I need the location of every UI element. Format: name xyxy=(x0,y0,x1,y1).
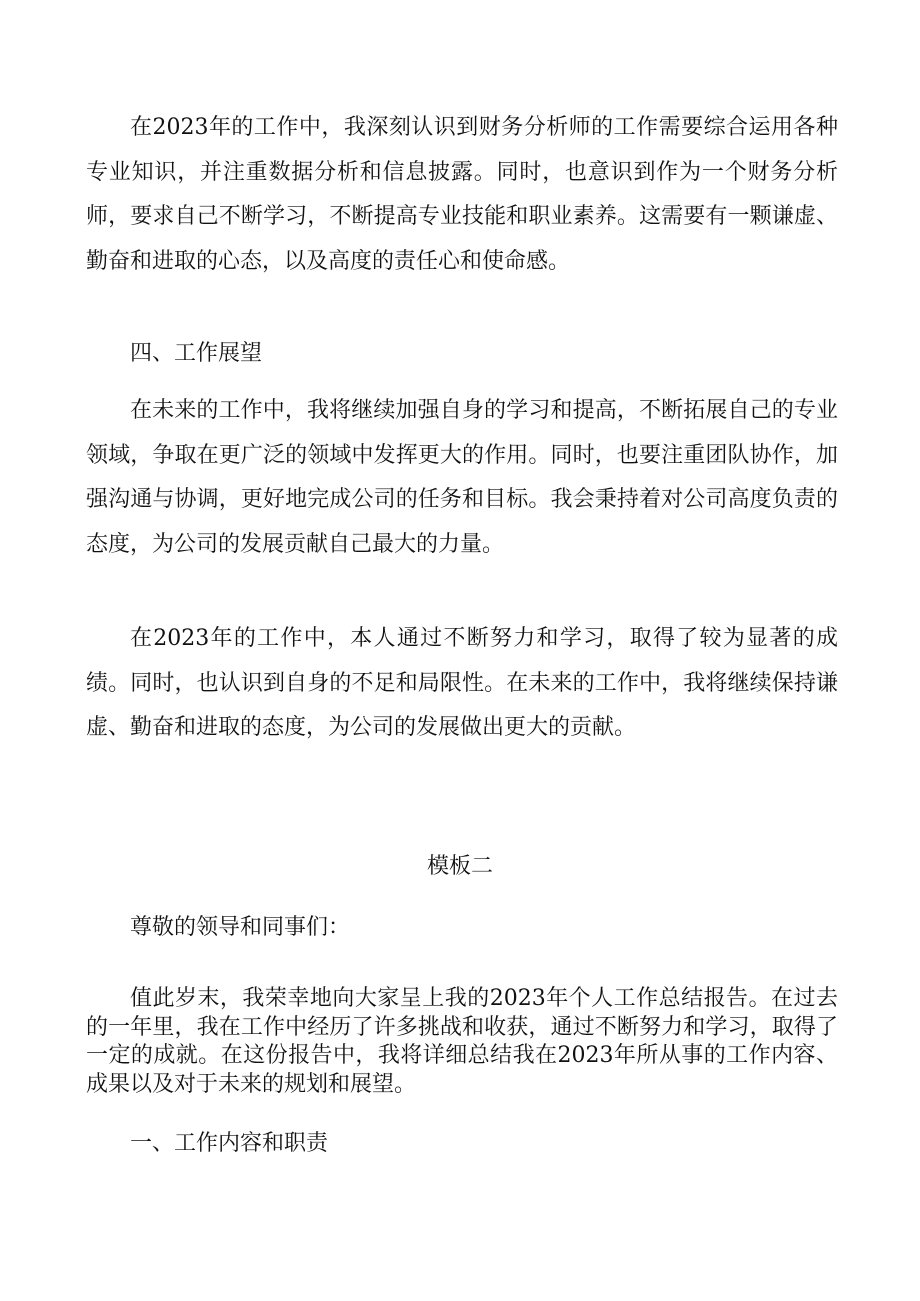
paragraph-outlook: 在未来的工作中，我将继续加强自身的学习和提高，不断拓展自己的专业领域，争取在更广泛的领域中发挥更大的作用。同时，也要注重团队协作，加强沟通与协调，更好地完成公司的任务和目标。我会秉持着对公司高度负责的态度，为公司的发展贡献自己最大的力量。 xyxy=(86,398,838,557)
paragraph-intro: 值此岁末，我荣幸地向大家呈上我的2023年个人工作总结报告。在过去的一年里，我在工作中经历了许多挑战和收获，通过不断努力和学习，取得了一定的成就。在这份报告中，我将详细总结我在2023年所从事的工作内容、成果以及对于未来的规划和展望。 xyxy=(86,986,838,1097)
template-title: 模板二 xyxy=(426,854,493,879)
greeting-line: 尊敬的领导和同事们： xyxy=(130,915,351,940)
section-heading-outlook: 四、工作展望 xyxy=(130,341,263,366)
section-heading-duties: 一、工作内容和职责 xyxy=(130,1131,329,1156)
paragraph-conclusion: 在2023年的工作中，本人通过不断努力和学习，取得了较为显著的成绩。同时，也认识到自身的不足和局限性。在未来的工作中，我将继续保持谦虚、勤奋和进取的态度，为公司的发展做出更大的贡献。 xyxy=(86,626,838,740)
paragraph-reflection: 在2023年的工作中，我深刻认识到财务分析师的工作需要综合运用各种专业知识，并注重数据分析和信息披露。同时，也意识到作为一个财务分析师，要求自己不断学习，不断提高专业技能和职业素养。这需要有一颗谦虚、勤奋和进取的心态，以及高度的责任心和使命感。 xyxy=(86,115,838,274)
